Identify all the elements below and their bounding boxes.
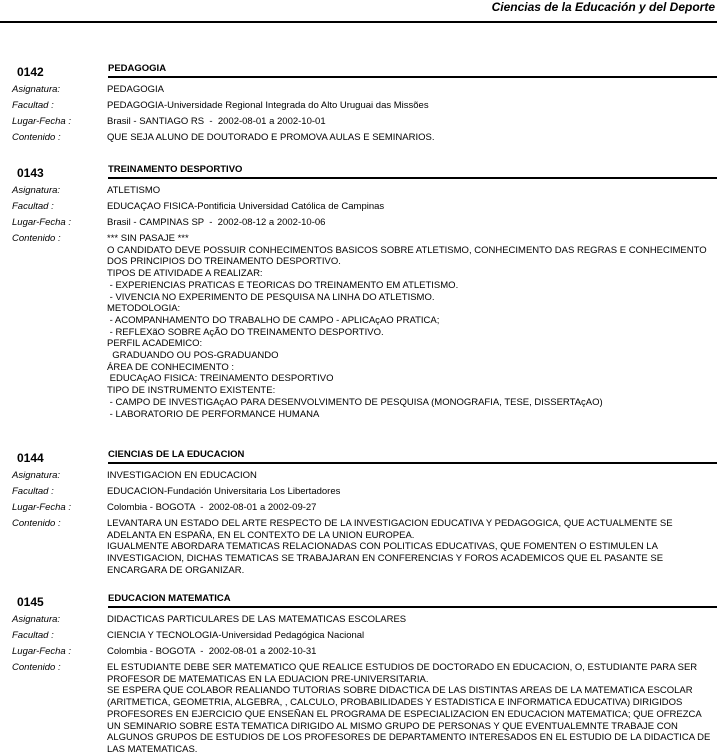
contenido-value: EL ESTUDIANTE DEBE SER MATEMATICO QUE REALICE ESTUDIOS DE DOCTORADO EN EDUCACION, O, ESTUDIANTE PARA SER PROFESOR DE MATEMATICAS EN LA EDUACION PRE-UNIVERSITARIA. SE ESPERA QUE COLABOR REALIANDO TUTORIAS SOBRE DIDACTICA DE LAS DISTINTAS AREAS DE LA MATEMATICA ESCOLAR (ARITMETICA, GEOMETRIA, ALGEBRA, , CALCULO, PROBABILIDADES Y ESTADISTICA E INFORMATICA EDUCATIVA) DIRIGIDOS PROFESORES EN EJERCICIO QUE ENSEÑAN EL PROGRAMA DE ESPECIALIZACION EN EDUCACION MATEMATICA; QUE OFREZCA UN SEMINARIO SOBRE ESTA TEMATICA DIRIGIDO AL MISMO GRUPO DE PERSONAS Y QUE EVENTUALEMNTE TRABAJE CON ALGUNOS GRUPOS DE ESTUDIOS DE LOS PROFESORES DE DEPARTAMENTO INTERESADOS EN EL ESTUDIO DE LA DIDACTICA DE LAS MATEMATICAS. (107, 662, 711, 755)
lugar-fecha-label: Lugar-Fecha : (12, 217, 71, 228)
asignatura-label: Asignatura: (12, 84, 61, 95)
facultad-label: Facultad : (12, 630, 54, 641)
contenido-value: LEVANTARA UN ESTADO DEL ARTE RESPECTO DE LA INVESTIGACION EDUCATIVA Y PEDAGOGICA, QUE ACTUALMENTE SE ADELANTA EN ESPAÑA, EN EL CONTEXTO DE LA UNION EUROPEA. IGUALMENTE ABORDARA TEMATICAS RELACIONADAS CON POLITICAS EDUCATIVAS, QUE FOMENTEN O ESTIMULEN LA INVESTIGACION, DICHAS TEMATICAS SE TRABAJARAN EN CONFERENCIAS Y FOROS ACADEMICOS QUE EL PASANTE SE ENCARGARA DE ORGANIZAR. (107, 518, 673, 576)
entry-divider (108, 462, 717, 464)
entry-code: 0145 (17, 595, 44, 609)
entry-title: CIENCIAS DE LA EDUCACION (108, 449, 245, 460)
lugar-fecha-value: Colombia - BOGOTA - 2002-08-01 a 2002-10-31 (107, 646, 317, 657)
lugar-fecha-label: Lugar-Fecha : (12, 116, 71, 127)
lugar-fecha-label: Lugar-Fecha : (12, 502, 71, 513)
asignatura-label: Asignatura: (12, 185, 61, 196)
entry-title: EDUCACION MATEMATICA (108, 593, 231, 604)
asignatura-value: DIDACTICAS PARTICULARES DE LAS MATEMATICAS ESCOLARES (107, 614, 407, 625)
entry-title: PEDAGOGIA (108, 63, 167, 74)
contenido-value: *** SIN PASAJE *** O CANDIDATO DEVE POSSUIR CONHECIMENTOS BASICOS SOBRE ATLETISMO, CONHECIMENTO DAS REGRAS E CONHECIMENTO DOS PRINCIPIOS DO TREINAMENTO DESPORTIVO. TIPOS DE ATIVIDADE A REALIZAR: - EXPERIENCIAS PRATICAS E TEORICAS DO TREINAMENTO EM ATLETISMO. - VIVENCIA NO EXPERIMENTO DE PESQUISA NA LINHA DO ATLETISMO. METODOLOGIA: - ACOMPANHAMENTO DO TRABALHO DE CAMPO - APLICAçAO PRATICA; - REFLEXãO SOBRE AçÃO DO TREINAMENTO DESPORTIVO. PERFIL ACADEMICO: GRADUANDO OU POS-GRADUANDO ÁREA DE CONHECIMENTO : EDUCAçAO FISICA: TREINAMENTO DESPORTIVO TIPO DE INSTRUMENTO EXISTENTE: - CAMPO DE INVESTIGAçAO PARA DESENVOLVIMENTO DE PESQUISA (MONOGRAFIA, TESE, DISSERTAçAO) - LABORATORIO DE PERFORMANCE HUMANA (107, 233, 707, 420)
lugar-fecha-value: Colombia - BOGOTA - 2002-08-01 a 2002-09-27 (107, 502, 317, 513)
entry-title: TREINAMENTO DESPORTIVO (108, 164, 243, 175)
entry-code: 0144 (17, 451, 44, 465)
page-header-title: Ciencias de la Educación y del Deporte (491, 0, 715, 14)
facultad-label: Facultad : (12, 201, 54, 212)
facultad-value: PEDAGOGIA-Universidade Regional Integrada do Alto Uruguai das Missões (107, 100, 429, 111)
entry-divider (108, 177, 717, 179)
lugar-fecha-value: Brasil - SANTIAGO RS - 2002-08-01 a 2002-10-01 (107, 116, 326, 127)
asignatura-value: ATLETISMO (107, 185, 161, 196)
facultad-label: Facultad : (12, 100, 54, 111)
lugar-fecha-value: Brasil - CAMPINAS SP - 2002-08-12 a 2002-10-06 (107, 217, 326, 228)
contenido-label: Contenido : (12, 518, 61, 529)
contenido-label: Contenido : (12, 233, 61, 244)
asignatura-label: Asignatura: (12, 614, 61, 625)
lugar-fecha-label: Lugar-Fecha : (12, 646, 71, 657)
facultad-label: Facultad : (12, 486, 54, 497)
asignatura-value: INVESTIGACION EN EDUCACION (107, 470, 257, 481)
facultad-value: EDUCAÇAO FISICA-Pontificia Universidad Católica de Campinas (107, 201, 385, 212)
facultad-value: CIENCIA Y TECNOLOGIA-Universidad Pedagógica Nacional (107, 630, 365, 641)
entry-code: 0143 (17, 166, 44, 180)
entry-divider (108, 606, 717, 608)
contenido-label: Contenido : (12, 662, 61, 673)
facultad-value: EDUCACION-Fundación Universitaria Los Libertadores (107, 486, 341, 497)
asignatura-value: PEDAGOGIA (107, 84, 165, 95)
contenido-label: Contenido : (12, 132, 61, 143)
header-divider (0, 21, 717, 23)
entry-code: 0142 (17, 65, 44, 79)
entry-divider (108, 76, 717, 78)
asignatura-label: Asignatura: (12, 470, 61, 481)
contenido-value: QUE SEJA ALUNO DE DOUTORADO E PROMOVA AULAS E SEMINARIOS. (107, 132, 435, 143)
